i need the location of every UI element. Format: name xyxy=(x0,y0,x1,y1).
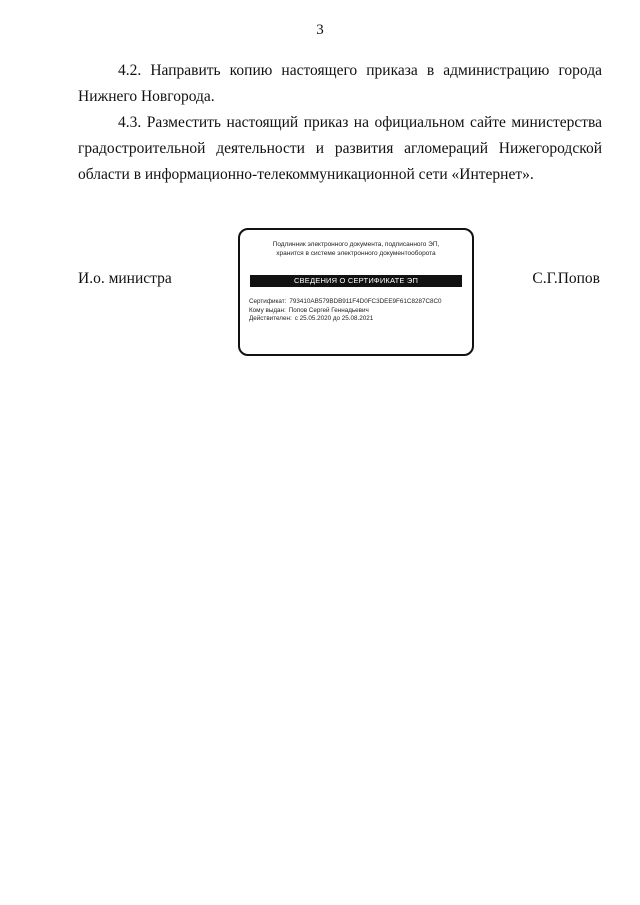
signer-name: С.Г.Попов xyxy=(532,270,600,287)
stamp-certificate-row xyxy=(249,298,466,307)
valid-value: с 25.05.2020 до 25.08.2021 xyxy=(294,315,374,322)
stamp-valid-row xyxy=(249,315,466,324)
stamp-header xyxy=(240,240,472,258)
paragraph-4-2: 4.2. Направить копию настоящего приказа в администрацию города Нижнего Новгорода. xyxy=(78,62,602,105)
issued-to-value: Попов Сергей Геннадьевич xyxy=(288,306,369,314)
stamp-certificate-bar: СВЕДЕНИЯ О СЕРТИФИКАТЕ ЭП xyxy=(250,275,462,287)
stamp-header-line-2: хранится в системе электронного документооборота xyxy=(276,250,436,257)
page-number: 3 xyxy=(316,22,324,38)
signer-title: И.о. министра xyxy=(78,270,172,287)
certificate-value: 793410AB579BDB911F4D0FC3DEE9F61C8287C8C0 xyxy=(289,298,442,305)
stamp-details xyxy=(249,298,466,324)
stamp-issued-to-row xyxy=(249,307,466,316)
paragraph-4-3: 4.3. Разместить настоящий приказ на официальном сайте министерства градостроительной деятельности и развития агломераций Нижегородской области в информационно-телекоммуникационной сети «Интернет». xyxy=(78,114,602,183)
certificate-label: Сертификат: xyxy=(249,298,287,305)
issued-to-label: Кому выдан: xyxy=(249,306,286,314)
stamp-header-line-1: Подлинник электронного документа, подписанного ЭП, xyxy=(272,241,440,248)
valid-label: Действителен: xyxy=(249,315,292,322)
electronic-signature-stamp xyxy=(238,228,474,356)
